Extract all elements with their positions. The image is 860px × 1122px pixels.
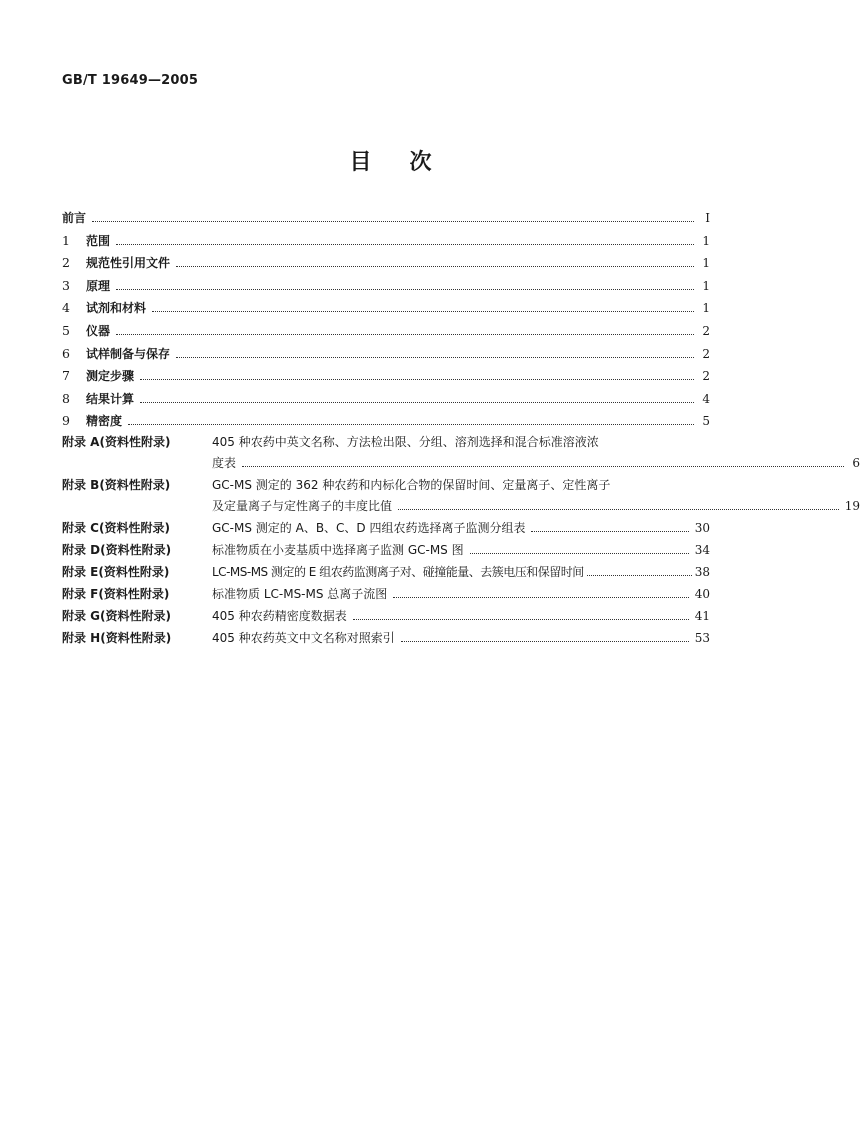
toc-entry-9[interactable]	[62, 411, 710, 431]
appendix-prefix: 附录 A(资料性附录)	[62, 435, 171, 449]
leader-dots	[140, 401, 694, 403]
toc-number: 9	[62, 413, 70, 429]
toc-number: 5	[62, 323, 70, 338]
toc-entry-8[interactable]	[62, 389, 710, 409]
standard-code: GB/T 19649—2005	[62, 73, 199, 88]
leader-dots	[128, 423, 694, 425]
leader-dots	[152, 310, 694, 312]
toc-number: 7	[62, 368, 70, 384]
toc-page: 1	[702, 278, 710, 293]
toc-page: 4	[702, 391, 710, 406]
leader-dots	[531, 530, 688, 532]
appendix-title: 405 种农药英文中文名称对照索引	[212, 631, 395, 645]
appendix-title: 标准物质在小麦基质中选择离子监测 GC-MS 图	[212, 543, 464, 557]
appendix-title: 405 种农药精密度数据表	[212, 609, 347, 623]
toc-page: 34	[694, 543, 710, 557]
title-char-2: 次	[409, 150, 432, 175]
appendix-title: LC-MS-MS 测定的 E 组农药监测离子对、碰撞能量、去簇电压和保留时间	[212, 565, 584, 579]
toc-label: 结果计算	[86, 391, 135, 406]
toc-appendix-h[interactable]	[62, 628, 710, 648]
toc-label: 试样制备与保存	[86, 346, 171, 361]
toc-page: 6	[852, 456, 860, 470]
toc-entry-6[interactable]	[62, 344, 710, 364]
toc-number: 1	[62, 232, 70, 248]
toc-number: 4	[62, 300, 70, 316]
appendix-prefix: 附录 B(资料性附录)	[62, 478, 171, 492]
title-char-1: 目	[349, 150, 372, 175]
appendix-title-cont: 及定量离子与定性离子的丰度比值	[212, 499, 393, 513]
toc-appendix-b-cont[interactable]	[62, 496, 860, 516]
appendix-prefix: 附录 G(资料性附录)	[62, 609, 171, 623]
toc-appendix-b[interactable]	[62, 475, 710, 495]
leader-dots	[176, 356, 694, 358]
toc-appendix-a[interactable]	[62, 432, 710, 452]
leader-dots	[116, 288, 694, 290]
toc-entry-5[interactable]	[62, 321, 710, 341]
page-title	[0, 145, 781, 176]
toc-entry-1[interactable]	[62, 231, 710, 251]
toc-number: 8	[62, 390, 70, 406]
appendix-prefix: 附录 C(资料性附录)	[62, 521, 170, 535]
toc-appendix-a-cont[interactable]	[62, 453, 860, 473]
toc-label: 测定步骤	[86, 369, 135, 384]
toc-page: 1	[702, 233, 710, 248]
appendix-prefix: 附录 D(资料性附录)	[62, 543, 172, 557]
leader-dots	[92, 220, 694, 222]
toc-page: 1	[702, 256, 710, 271]
toc-number: 2	[62, 255, 70, 271]
toc-page: 1	[702, 301, 710, 316]
toc-appendix-g[interactable]	[62, 606, 710, 626]
leader-dots	[242, 465, 844, 467]
toc-label: 范围	[86, 233, 111, 248]
appendix-title: 405 种农药中英文名称、方法检出限、分组、溶剂选择和混合标准溶液浓	[212, 435, 599, 449]
toc-page: 38	[694, 565, 710, 579]
toc-page: I	[705, 211, 710, 225]
toc-appendix-d[interactable]	[62, 540, 710, 560]
toc-page: 2	[702, 324, 710, 338]
appendix-title: 标准物质 LC-MS-MS 总离子流图	[212, 587, 388, 601]
leader-dots	[587, 574, 692, 576]
appendix-prefix: 附录 F(资料性附录)	[62, 587, 170, 601]
toc-appendix-c[interactable]	[62, 518, 710, 538]
toc-page: 40	[694, 587, 710, 601]
toc-entry-3[interactable]	[62, 276, 710, 296]
toc-number: 6	[62, 345, 70, 361]
toc-number: 3	[62, 277, 70, 293]
toc-page: 5	[702, 414, 710, 429]
toc-page: 2	[702, 369, 710, 384]
toc-label: 仪器	[86, 324, 111, 338]
toc-label: 试剂和材料	[86, 301, 147, 316]
toc-label: 前言	[62, 211, 87, 225]
toc-page: 19	[844, 499, 860, 513]
leader-dots	[393, 596, 688, 598]
toc-appendix-e[interactable]	[62, 562, 710, 582]
toc-page: 2	[702, 346, 710, 361]
toc-page: 53	[694, 631, 710, 645]
leader-dots	[140, 378, 694, 380]
appendix-title-cont: 度表	[212, 456, 237, 470]
leader-dots	[401, 640, 689, 642]
appendix-prefix: 附录 E(资料性附录)	[62, 565, 170, 579]
toc-page: 41	[694, 609, 710, 623]
toc-entry-foreword[interactable]	[62, 208, 710, 228]
appendix-title: GC-MS 测定的 A、B、C、D 四组农药选择离子监测分组表	[212, 521, 526, 535]
appendix-title: GC-MS 测定的 362 种农药和内标化合物的保留时间、定量离子、定性离子	[212, 478, 611, 492]
appendix-prefix: 附录 H(资料性附录)	[62, 631, 172, 645]
toc-entry-4[interactable]	[62, 298, 710, 318]
toc-page: 30	[694, 521, 710, 535]
leader-dots	[353, 618, 689, 620]
toc-entry-2[interactable]	[62, 253, 710, 273]
toc-label: 规范性引用文件	[86, 256, 171, 271]
leader-dots	[116, 333, 694, 335]
leader-dots	[116, 243, 694, 245]
toc-appendix-f[interactable]	[62, 584, 710, 604]
toc-label: 精密度	[86, 414, 123, 429]
leader-dots	[176, 265, 694, 267]
toc-label: 原理	[86, 278, 111, 293]
leader-dots	[470, 552, 689, 554]
leader-dots	[398, 508, 839, 510]
toc-entry-7[interactable]	[62, 366, 710, 386]
